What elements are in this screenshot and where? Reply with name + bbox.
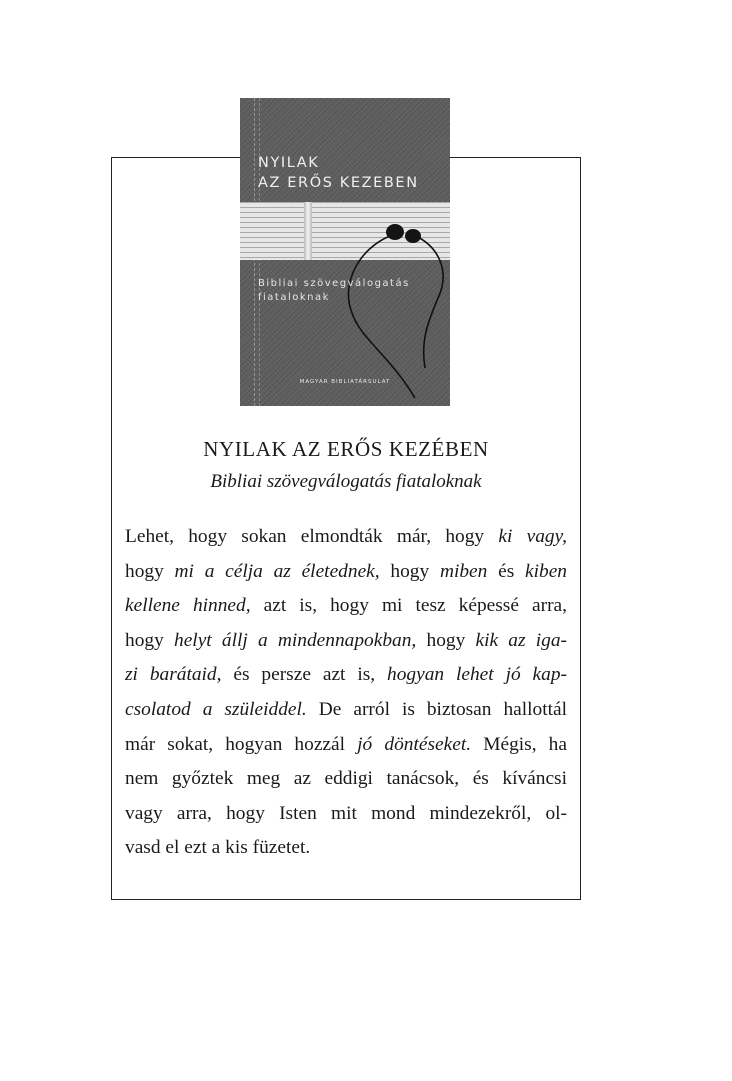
emphasis-text: hogyan lehet jó kap- bbox=[387, 664, 567, 686]
emphasis-text: kellene hinned, bbox=[125, 595, 251, 617]
cover-subtitle-line-2: fiataloknak bbox=[258, 292, 330, 303]
emphasis-text: miben bbox=[439, 560, 488, 582]
earphones-icon bbox=[240, 98, 450, 406]
cover-title-line-2: AZ ERŐS KEZEBEN bbox=[258, 175, 419, 191]
emphasis-text: mi a célja az életednek, bbox=[174, 560, 380, 582]
body-text: vagy arra, hogy Isten mit mond mindezekről, ol- bbox=[125, 802, 567, 824]
description-line bbox=[125, 520, 567, 555]
description-line bbox=[125, 728, 567, 763]
description-line bbox=[125, 831, 567, 866]
body-text: Lehet, hogy sokan elmondták már, hogy bbox=[125, 526, 499, 547]
description-line bbox=[125, 762, 567, 797]
book-subtitle: Bibliai szövegválogatás fiataloknak bbox=[210, 471, 482, 492]
body-text: Mégis, ha bbox=[471, 733, 567, 755]
body-text: és bbox=[487, 560, 525, 582]
emphasis-text: ki vagy, bbox=[498, 526, 567, 547]
body-text: már sokat, hogyan hozzál bbox=[125, 733, 358, 755]
body-text: De arról is biztosan hallottál bbox=[306, 698, 568, 720]
body-text: vasd el ezt a kis füzetet. bbox=[125, 837, 311, 859]
book-title: NYILAK AZ ERŐS KEZÉBEN bbox=[203, 437, 489, 461]
emphasis-text: helyt állj a mindennapokban, bbox=[174, 629, 417, 651]
description-line bbox=[125, 555, 567, 590]
cover-subtitle-line-1: Bibliai szövegválogatás bbox=[258, 278, 410, 289]
emphasis-text: kiben bbox=[525, 560, 567, 582]
body-text: azt is, hogy mi tesz képessé arra, bbox=[250, 595, 567, 617]
emphasis-text: kik az iga- bbox=[475, 629, 567, 651]
body-text: hogy bbox=[125, 560, 175, 582]
description-line bbox=[125, 624, 567, 659]
emphasis-text: csolatod a szüleiddel. bbox=[125, 698, 307, 720]
description-paragraph bbox=[125, 520, 567, 866]
description-line bbox=[125, 589, 567, 624]
emphasis-text: jó döntéseket. bbox=[357, 733, 472, 755]
cover-title-line-1: NYILAK bbox=[258, 155, 320, 171]
cover-publisher: MAGYAR BIBLIATÁRSULAT bbox=[299, 379, 391, 385]
book-cover-image bbox=[240, 98, 450, 406]
body-text: és persze azt is, bbox=[221, 664, 388, 686]
emphasis-text: zi barátaid, bbox=[125, 664, 222, 686]
description-line bbox=[125, 658, 567, 693]
description-line bbox=[125, 693, 567, 728]
body-text: nem győztek meg az eddigi tanácsok, és kíváncsi bbox=[125, 768, 567, 790]
description-line bbox=[125, 797, 567, 832]
body-text: hogy bbox=[125, 629, 174, 651]
body-text: hogy bbox=[416, 629, 476, 651]
body-text: hogy bbox=[379, 560, 440, 582]
